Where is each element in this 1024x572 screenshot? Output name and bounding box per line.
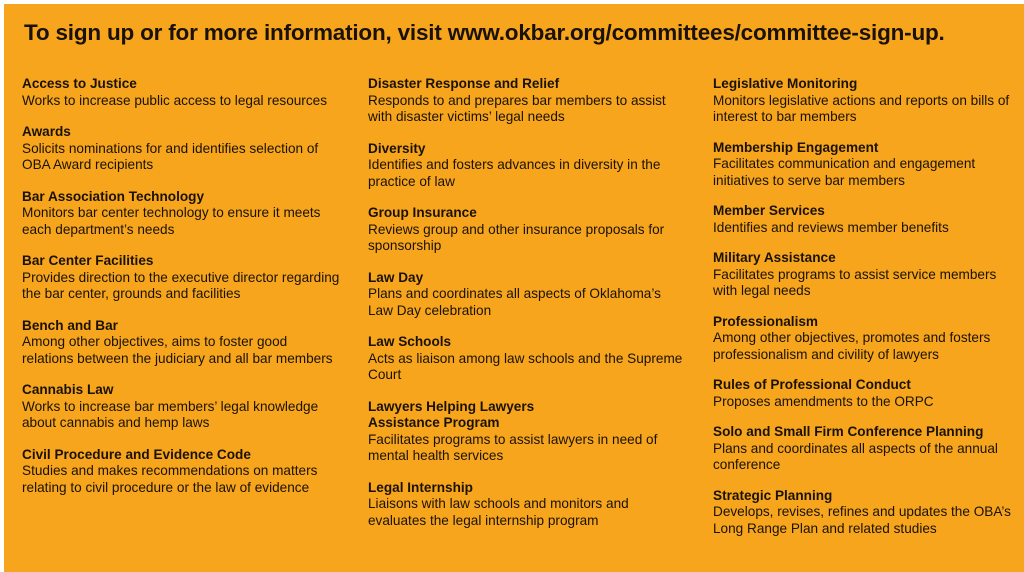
committee-description: Identifies and fosters advances in diversity in the practice of law xyxy=(368,157,661,189)
committee-description: Studies and makes recommendations on matters relating to civil procedure or the law of evidence xyxy=(22,463,318,495)
committee-title: Access to Justice xyxy=(22,76,137,91)
committee-title: Bar Center Facilities xyxy=(22,253,154,268)
committee-entry xyxy=(713,377,1023,410)
committee-entry xyxy=(22,447,342,497)
committee-entry xyxy=(22,253,342,303)
committee-entry xyxy=(368,141,688,191)
committee-title: Cannabis Law xyxy=(22,382,114,397)
committee-list-panel xyxy=(4,4,1024,572)
committee-title: Military Assistance xyxy=(713,250,836,265)
committee-column-1 xyxy=(22,76,342,511)
committee-entry xyxy=(22,76,342,109)
committee-title: Lawyers Helping Lawyers Assistance Program xyxy=(368,398,535,430)
committee-title: Rules of Professional Conduct xyxy=(713,377,911,392)
committee-entry xyxy=(713,76,1023,126)
committee-title: Legislative Monitoring xyxy=(713,76,858,91)
committee-title: Strategic Planning xyxy=(713,487,833,503)
committee-description: Monitors bar center technology to ensure it meets each department’s needs xyxy=(22,205,321,237)
committee-title: Group Insurance xyxy=(368,205,477,220)
committee-entry xyxy=(713,250,1023,300)
committee-entry xyxy=(22,382,342,432)
committee-description: Works to increase public access to legal resources xyxy=(22,92,327,108)
committee-title: Member Services xyxy=(713,203,825,218)
committee-title: Law Schools xyxy=(368,334,452,349)
committee-title: Solo and Small Firm Conference Planning xyxy=(713,424,984,439)
committee-title: Professionalism xyxy=(713,313,819,329)
committee-title: Diversity xyxy=(368,140,426,156)
committee-title: Membership Engagement xyxy=(713,139,879,155)
committee-description: Identifies and reviews member benefits xyxy=(713,219,949,235)
committee-entry xyxy=(22,189,342,239)
committee-entry xyxy=(713,314,1023,364)
committee-title: Bar Association Technology xyxy=(22,188,205,204)
committee-description: Facilitates communication and engagement initiatives to serve bar members xyxy=(713,156,976,188)
committee-description: Liaisons with law schools and monitors and evaluates the legal internship program xyxy=(368,496,629,528)
committee-title: Awards xyxy=(22,124,71,139)
committee-description: Reviews group and other insurance proposals for sponsorship xyxy=(368,221,665,253)
committee-description: Monitors legislative actions and reports on bills of interest to bar members xyxy=(713,92,1010,124)
committee-description: Acts as liaison among law schools and the Supreme Court xyxy=(368,350,683,382)
committee-column-3 xyxy=(713,76,1023,551)
committee-description: Plans and coordinates all aspects of Oklahoma’s Law Day celebration xyxy=(368,286,661,318)
committee-title: Law Day xyxy=(368,269,424,285)
committee-description: Proposes amendments to the ORPC xyxy=(713,393,934,409)
committee-entry xyxy=(368,480,688,530)
committee-description: Plans and coordinates all aspects of the annual conference xyxy=(713,440,998,472)
committee-description: Works to increase bar members’ legal knowledge about cannabis and hemp laws xyxy=(22,398,319,430)
committee-entry xyxy=(713,424,1023,474)
committee-title: Civil Procedure and Evidence Code xyxy=(22,446,251,462)
committee-description: Provides direction to the executive director regarding the bar center, grounds and facilities xyxy=(22,269,340,301)
committee-entry xyxy=(22,124,342,174)
committee-description: Among other objectives, aims to foster good relations between the judiciary and all bar members xyxy=(22,334,333,366)
committee-entry xyxy=(368,399,688,465)
committee-title: Legal Internship xyxy=(368,479,473,495)
committee-entry xyxy=(368,76,688,126)
committee-entry xyxy=(22,318,342,368)
committee-description: Responds to and prepares bar members to assist with disaster victims’ legal needs xyxy=(368,92,666,124)
committee-description: Among other objectives, promotes and fosters professionalism and civility of lawyers xyxy=(713,330,991,362)
committee-description: Develops, revises, refines and updates the OBA’s Long Range Plan and related studies xyxy=(713,504,1011,536)
committee-entry xyxy=(368,334,688,384)
committee-description: Solicits nominations for and identifies selection of OBA Award recipients xyxy=(22,140,319,172)
committee-entry xyxy=(368,270,688,320)
committee-title: Bench and Bar xyxy=(22,317,118,333)
committee-title: Disaster Response and Relief xyxy=(368,76,560,91)
committee-column-2 xyxy=(368,76,688,544)
committee-entry xyxy=(713,203,1023,236)
committee-entry xyxy=(713,488,1023,538)
signup-headline: To sign up or for more information, visit www.okbar.org/committees/committee-sign-up. xyxy=(24,20,945,45)
committee-entry xyxy=(368,205,688,255)
committee-description: Facilitates programs to assist lawyers in need of mental health services xyxy=(368,431,658,463)
committee-entry xyxy=(713,140,1023,190)
committee-description: Facilitates programs to assist service members with legal needs xyxy=(713,266,997,298)
